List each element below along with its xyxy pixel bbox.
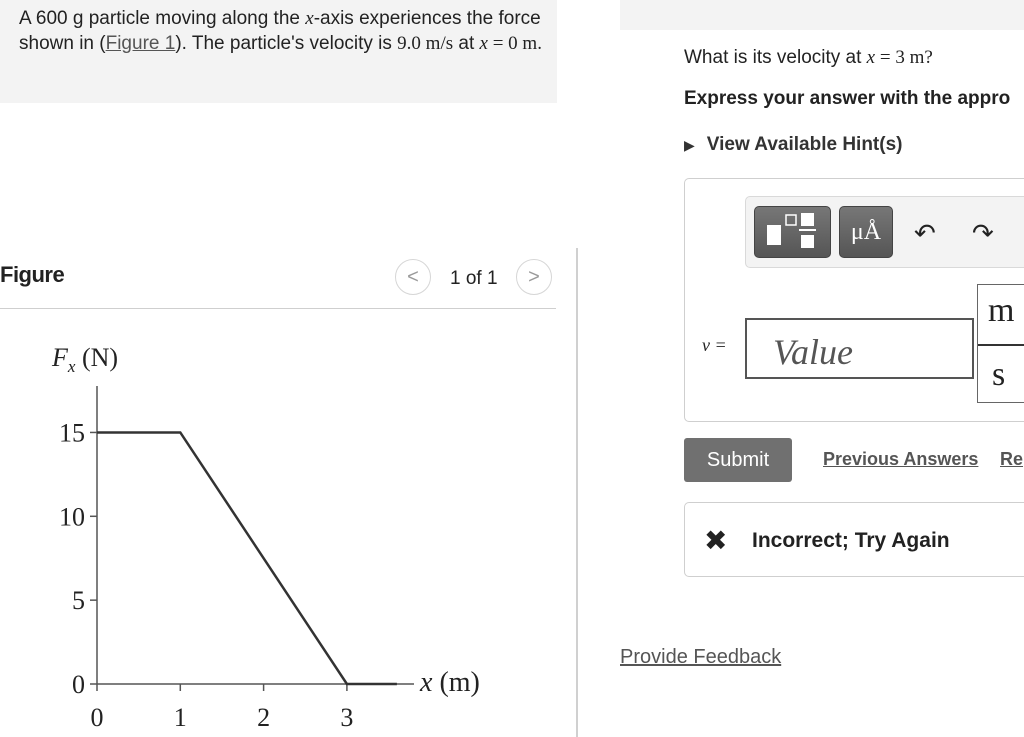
units-icon: μÅ xyxy=(850,219,882,245)
chart-series-line xyxy=(97,432,397,684)
answer-instruction: Express your answer with the appro xyxy=(684,88,1011,109)
figure-next-button[interactable] xyxy=(516,259,552,295)
chevron-right-icon: > xyxy=(528,266,540,288)
chart-ylabel-unit: (N) xyxy=(75,343,119,372)
chart-xlabel-unit: (m) xyxy=(432,667,480,698)
view-hints-toggle[interactable] xyxy=(684,134,902,156)
problem-var-x: x xyxy=(479,33,488,54)
answer-variable-label: v = xyxy=(702,335,727,355)
redo-button[interactable] xyxy=(972,218,994,249)
chart-x-tick-label-3: 3 xyxy=(340,703,354,730)
chart-xlabel xyxy=(419,667,480,698)
view-hints-label: View Available Hint(s) xyxy=(706,134,903,155)
chart-y-ticks xyxy=(59,418,97,699)
problem-position-value: = 0 m. xyxy=(487,33,542,54)
problem-var-x: x xyxy=(305,8,314,29)
close-icon: ✖ xyxy=(704,525,728,556)
unit-fraction-bar xyxy=(978,344,1024,346)
problem-text-segment: -axis experiences the force shown in ( xyxy=(19,8,541,54)
top-strip xyxy=(620,0,1024,30)
figure-link[interactable]: Figure 1 xyxy=(105,33,176,54)
redo-icon: ↷ xyxy=(972,218,994,248)
problem-text-segment: at xyxy=(453,33,480,54)
chart-x-tick-label-2: 2 xyxy=(257,703,271,730)
problem-text xyxy=(19,6,549,56)
chart-y-tick-label-2: 10 xyxy=(59,502,85,532)
force-chart xyxy=(0,330,540,730)
figure-title: Figure xyxy=(0,262,65,287)
chart-x-ticks xyxy=(91,684,354,730)
submit-button[interactable]: Submit xyxy=(684,438,792,482)
provide-feedback-link[interactable]: Provide Feedback xyxy=(620,646,782,668)
unit-denominator: s xyxy=(992,356,1006,393)
caret-right-icon: ▶ xyxy=(684,137,695,153)
undo-button[interactable] xyxy=(914,218,936,249)
chart-x-tick-label-1: 1 xyxy=(173,703,187,730)
chart-ylabel-var: F xyxy=(52,343,68,372)
problem-velocity-value: 9.0 m/s xyxy=(397,33,454,54)
figure-prev-button[interactable] xyxy=(395,259,431,295)
value-input[interactable] xyxy=(745,318,974,379)
fraction-template-icon xyxy=(755,207,830,257)
chart-ylabel xyxy=(51,343,118,376)
question-suffix: = 3 m? xyxy=(875,47,933,68)
feedback-text: Incorrect; Try Again xyxy=(752,529,950,552)
request-answer-link[interactable]: Re xyxy=(1000,449,1024,469)
chevron-left-icon: < xyxy=(407,266,419,288)
problem-text-segment: A 600 g particle moving along the xyxy=(19,8,306,29)
figure-counter: 1 of 1 xyxy=(450,268,498,289)
panel-divider xyxy=(576,248,578,737)
templates-button[interactable] xyxy=(754,206,831,258)
chart-ylabel-sub: x xyxy=(67,357,76,376)
question-prefix: What is its velocity at xyxy=(684,47,867,68)
problem-statement-box xyxy=(0,0,557,103)
question-var: x xyxy=(866,47,876,68)
chart-xlabel-var: x xyxy=(420,667,433,698)
question-text xyxy=(684,47,933,69)
chart-y-tick-label-3: 15 xyxy=(59,418,85,448)
chart-y-tick-label-0: 0 xyxy=(72,670,85,699)
chart-x-tick-label-0: 0 xyxy=(90,703,104,730)
undo-icon: ↶ xyxy=(914,218,936,248)
unit-numerator: m xyxy=(988,292,1015,329)
chart-y-tick-label-1: 5 xyxy=(72,586,85,616)
problem-text-segment: ). The particle's velocity is xyxy=(175,33,398,54)
previous-answers-link[interactable]: Previous Answers xyxy=(823,449,979,469)
units-button[interactable] xyxy=(839,206,893,258)
figure-divider xyxy=(0,308,556,309)
